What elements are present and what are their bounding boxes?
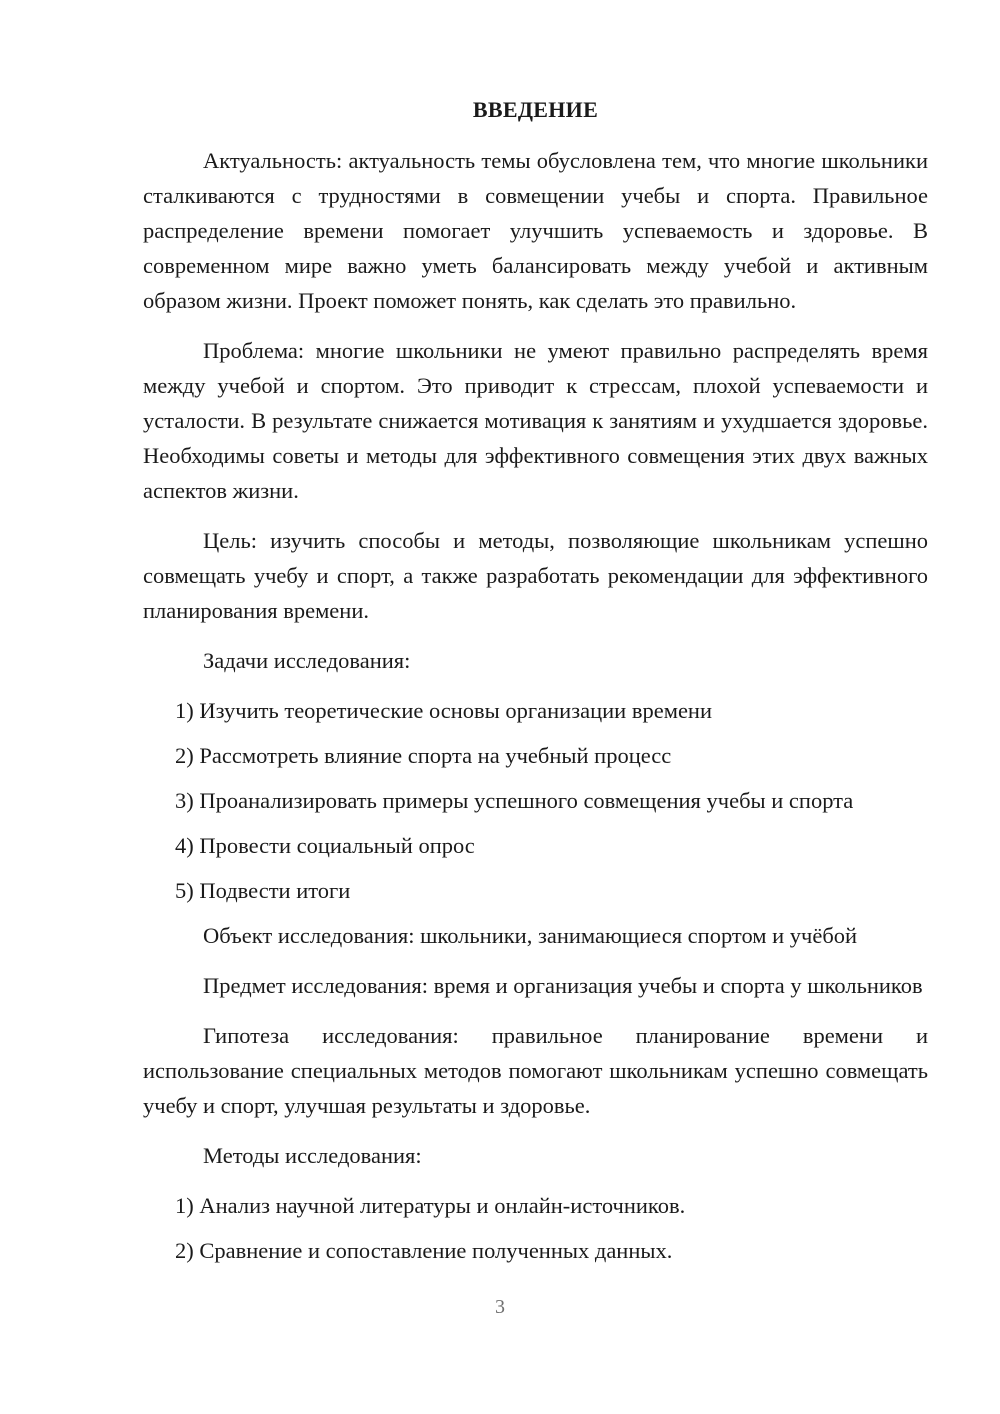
list-item: 2) Сравнение и сопоставление полученных данных. [175, 1238, 673, 1263]
methods-list [143, 1188, 928, 1268]
list-item: 1) Анализ научной литературы и онлайн-источников. [175, 1193, 686, 1218]
subject-paragraph: Предмет исследования: время и организация учебы и спорта у школьников [203, 973, 923, 998]
list-item: 2) Рассмотреть влияние спорта на учебный процесс [175, 743, 672, 768]
page-number: 3 [495, 1296, 505, 1318]
object-paragraph: Объект исследования: школьники, занимающиеся спортом и учёбой [203, 923, 858, 948]
tasks-list [143, 693, 928, 908]
list-item: 1) Изучить теоретические основы организации времени [175, 698, 713, 723]
methods-label: Методы исследования: [203, 1143, 422, 1168]
section-heading: ВВЕДЕНИЕ [472, 97, 599, 122]
goal-paragraph: Цель: изучить способы и методы, позволяющие школьникам успешно совмещать учебу и спорт, а также разработать рекомендации для эффективного планирования времени. [143, 528, 928, 623]
relevance-paragraph: Актуальность: актуальность темы обусловлена тем, что многие школьники сталкиваются с трудностями в совмещении учебы и спорта. Правильное распределение времени помогает улучшить успеваемость и здоровье. В современном мире важно уметь балансировать между учебой и активным образом жизни. Проект поможет понять, как сделать это правильно. [143, 148, 928, 313]
page-content [143, 92, 928, 1278]
list-item: 4) Провести социальный опрос [175, 833, 475, 858]
tasks-label: Задачи исследования: [203, 648, 411, 673]
list-item: 3) Проанализировать примеры успешного совмещения учебы и спорта [175, 788, 854, 813]
hypothesis-paragraph: Гипотеза исследования: правильное планирование времени и использование специальных методов помогают школьникам успешно совмещать учебу и спорт, улучшая результаты и здоровье. [143, 1023, 928, 1118]
problem-paragraph: Проблема: многие школьники не умеют правильно распределять время между учебой и спортом. Это приводит к стрессам, плохой успеваемости и усталости. В результате снижается мотивация к занятиям и ухудшается здоровье. Необходимы советы и методы для эффективного совмещения этих двух важных аспектов жизни. [143, 338, 928, 503]
list-item: 5) Подвести итоги [175, 878, 351, 903]
